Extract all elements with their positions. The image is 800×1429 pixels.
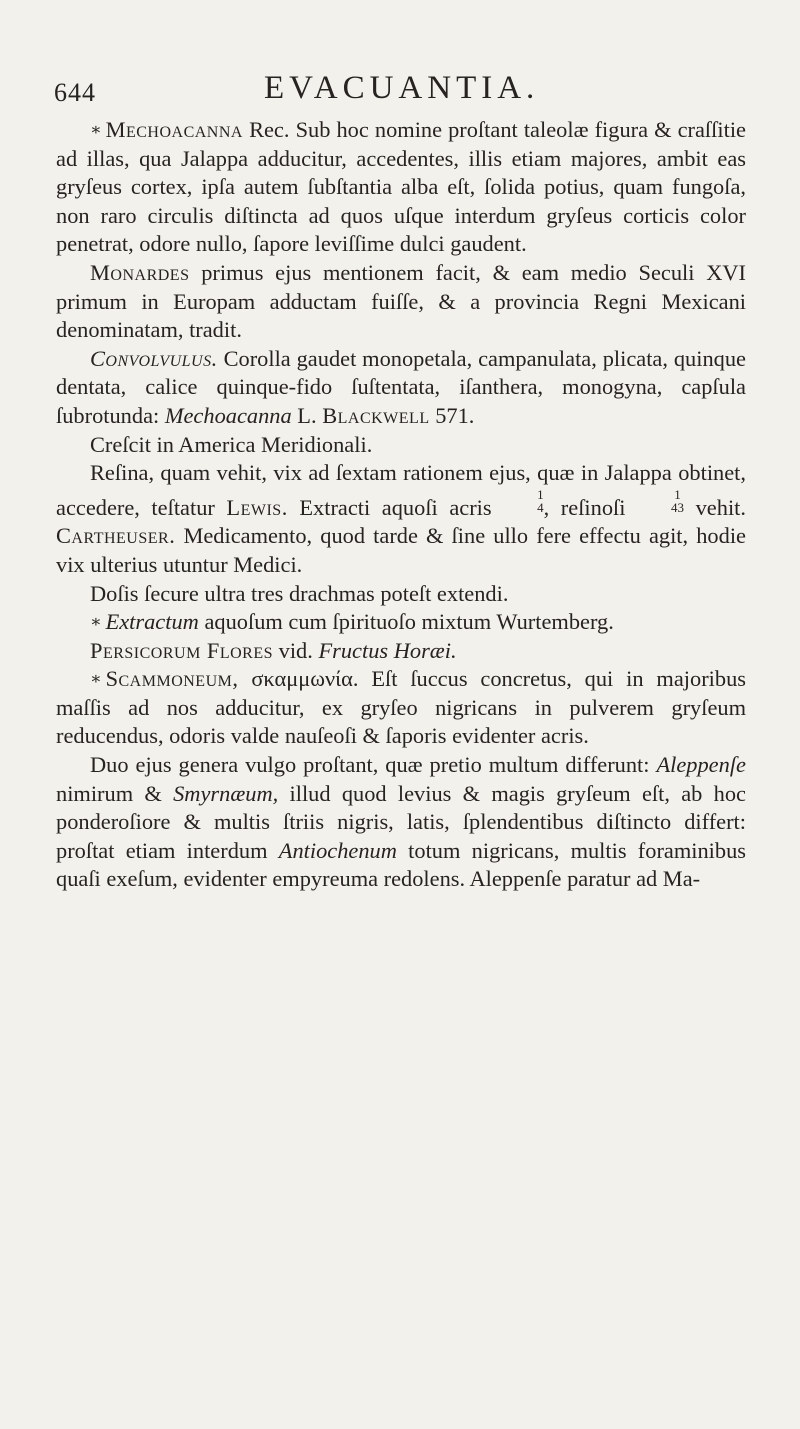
cross-reference: Fructus Horæi.: [318, 637, 457, 663]
entry-text: Sub hoc nomine proſtant taleolæ figura & craſſitie ad illas, qua Jalappa adducitur, accedentes, illis etiam majores, ambit eas gryſeus cortex, ipſa autem ſubſtantia alba eſt, ſolida potius, quam fungoſa, non raro circulis diſtincta ad quos uſque interdum gryſeus corticis color penetrat, odore nullo, ſapore leviſſime dulci gaudent.: [56, 117, 746, 257]
variety-name: Smyrnæum,: [173, 780, 279, 806]
variety-name: Antiochenum: [278, 837, 397, 863]
paragraph-text: , reſinoſi: [543, 494, 626, 520]
greek-term: σκαμμωνία.: [251, 666, 359, 692]
paragraph-text: Corolla gaudet monopetala, campanulata, plicata, quinque dentata, calice quinque-fido ſuſtentata, iſanthera, monogyna, capſula ſubrotunda:: [56, 345, 746, 428]
entry-term: Persicorum Flores: [90, 637, 274, 663]
paragraph-text: Medicamento, quod tarde & ſine ullo fere effectu agit, hodie vix ulterius utuntur Medici.: [56, 523, 746, 577]
fraction: [637, 488, 684, 514]
page-number: 644: [54, 78, 96, 107]
reference-number: 571.: [435, 402, 475, 428]
asterisk-icon: ∗: [90, 612, 102, 632]
fraction: [503, 488, 544, 514]
entry-persicorum: [56, 637, 746, 666]
extract-label: Extractum: [105, 609, 199, 635]
asterisk-icon: ∗: [90, 669, 102, 689]
fraction-denominator: 43: [671, 499, 685, 515]
paragraph-text: Extracti aquoſi acris: [299, 494, 492, 520]
variety-name: Aleppenſe: [656, 752, 746, 778]
entry-term: Mechoacanna: [105, 117, 243, 142]
author-name: Lewis.: [226, 494, 288, 520]
page-header: [54, 70, 740, 110]
rec-marker: Rec.: [249, 117, 290, 142]
entry-text: Eſt ſuccus concretus, qui in majoribus maſſis ad nos adducitur, ex gryſeo nigricans in pulverem gryſeum reducendus, odoris valde nauſeoſi & ſaporis evidenter acris.: [56, 666, 746, 749]
species-name: Mechoacanna: [164, 402, 292, 428]
asterisk-icon: ∗: [90, 120, 102, 139]
fraction-numerator: 1: [674, 486, 681, 502]
paragraph-text: totum nigricans, multis foraminibus quaſi exeſum, evidenter empyreuma redolens. Aleppenſe paratur ad Ma-: [56, 837, 747, 892]
running-title: EVACUANTIA.: [264, 70, 540, 106]
author-name: Cartheuser.: [56, 523, 176, 549]
paragraph-text: vehit.: [695, 494, 746, 520]
paragraph-text: Duo ejus genera vulgo proſtant, quæ pretio multum differunt:: [90, 752, 650, 778]
fraction-denominator: 4: [537, 499, 544, 515]
paragraph-text: illud quod levius & magis gryſeum eſt, ab hoc ponderoſiore & multis ſtriis nigris, latis, ſplendentibus diſtincto differt: proſtat etiam interdum: [56, 780, 746, 863]
entry-scammoneum: [56, 665, 746, 751]
paragraph-convolvulus: [56, 345, 746, 431]
author-name: Monardes: [90, 259, 190, 285]
paragraph-extractum: [56, 608, 746, 637]
entry-mechoacanna: [56, 116, 746, 259]
paragraph-text: nimirum &: [56, 780, 162, 806]
fraction-numerator: 1: [537, 486, 544, 502]
body-text: [56, 116, 746, 894]
paragraph-genera: [56, 751, 746, 894]
paragraph-monardes: [56, 259, 746, 345]
paragraph-dosis: [56, 580, 746, 609]
paragraph-resina: [56, 459, 746, 579]
species-authority: L.: [297, 402, 317, 428]
paragraph-text: aquoſum cum ſpirituoſo mixtum Wurtemberg.: [204, 609, 614, 635]
entry-term: Scammoneum,: [105, 666, 239, 692]
paragraph-text: Reſina, quam vehit, vix ad ſextam rationem ejus, quæ in Jalappa obtinet, accedere, teſtatur: [56, 460, 746, 520]
genus-name: Convolvulus.: [90, 345, 218, 371]
paragraph-text: Doſis ſecure ultra tres drachmas poteſt extendi.: [90, 580, 509, 606]
paragraph-text: primus ejus mentionem facit, & eam medio Seculi XVI primum in Europam adductam fuiſſe, & a provincia Regni Mexicani denominatam, tradit.: [56, 259, 746, 343]
vid-marker: vid.: [278, 637, 313, 663]
reference-author: Blackwell: [322, 402, 430, 428]
paragraph-crescit: Creſcit in America Meridionali.: [90, 431, 373, 457]
